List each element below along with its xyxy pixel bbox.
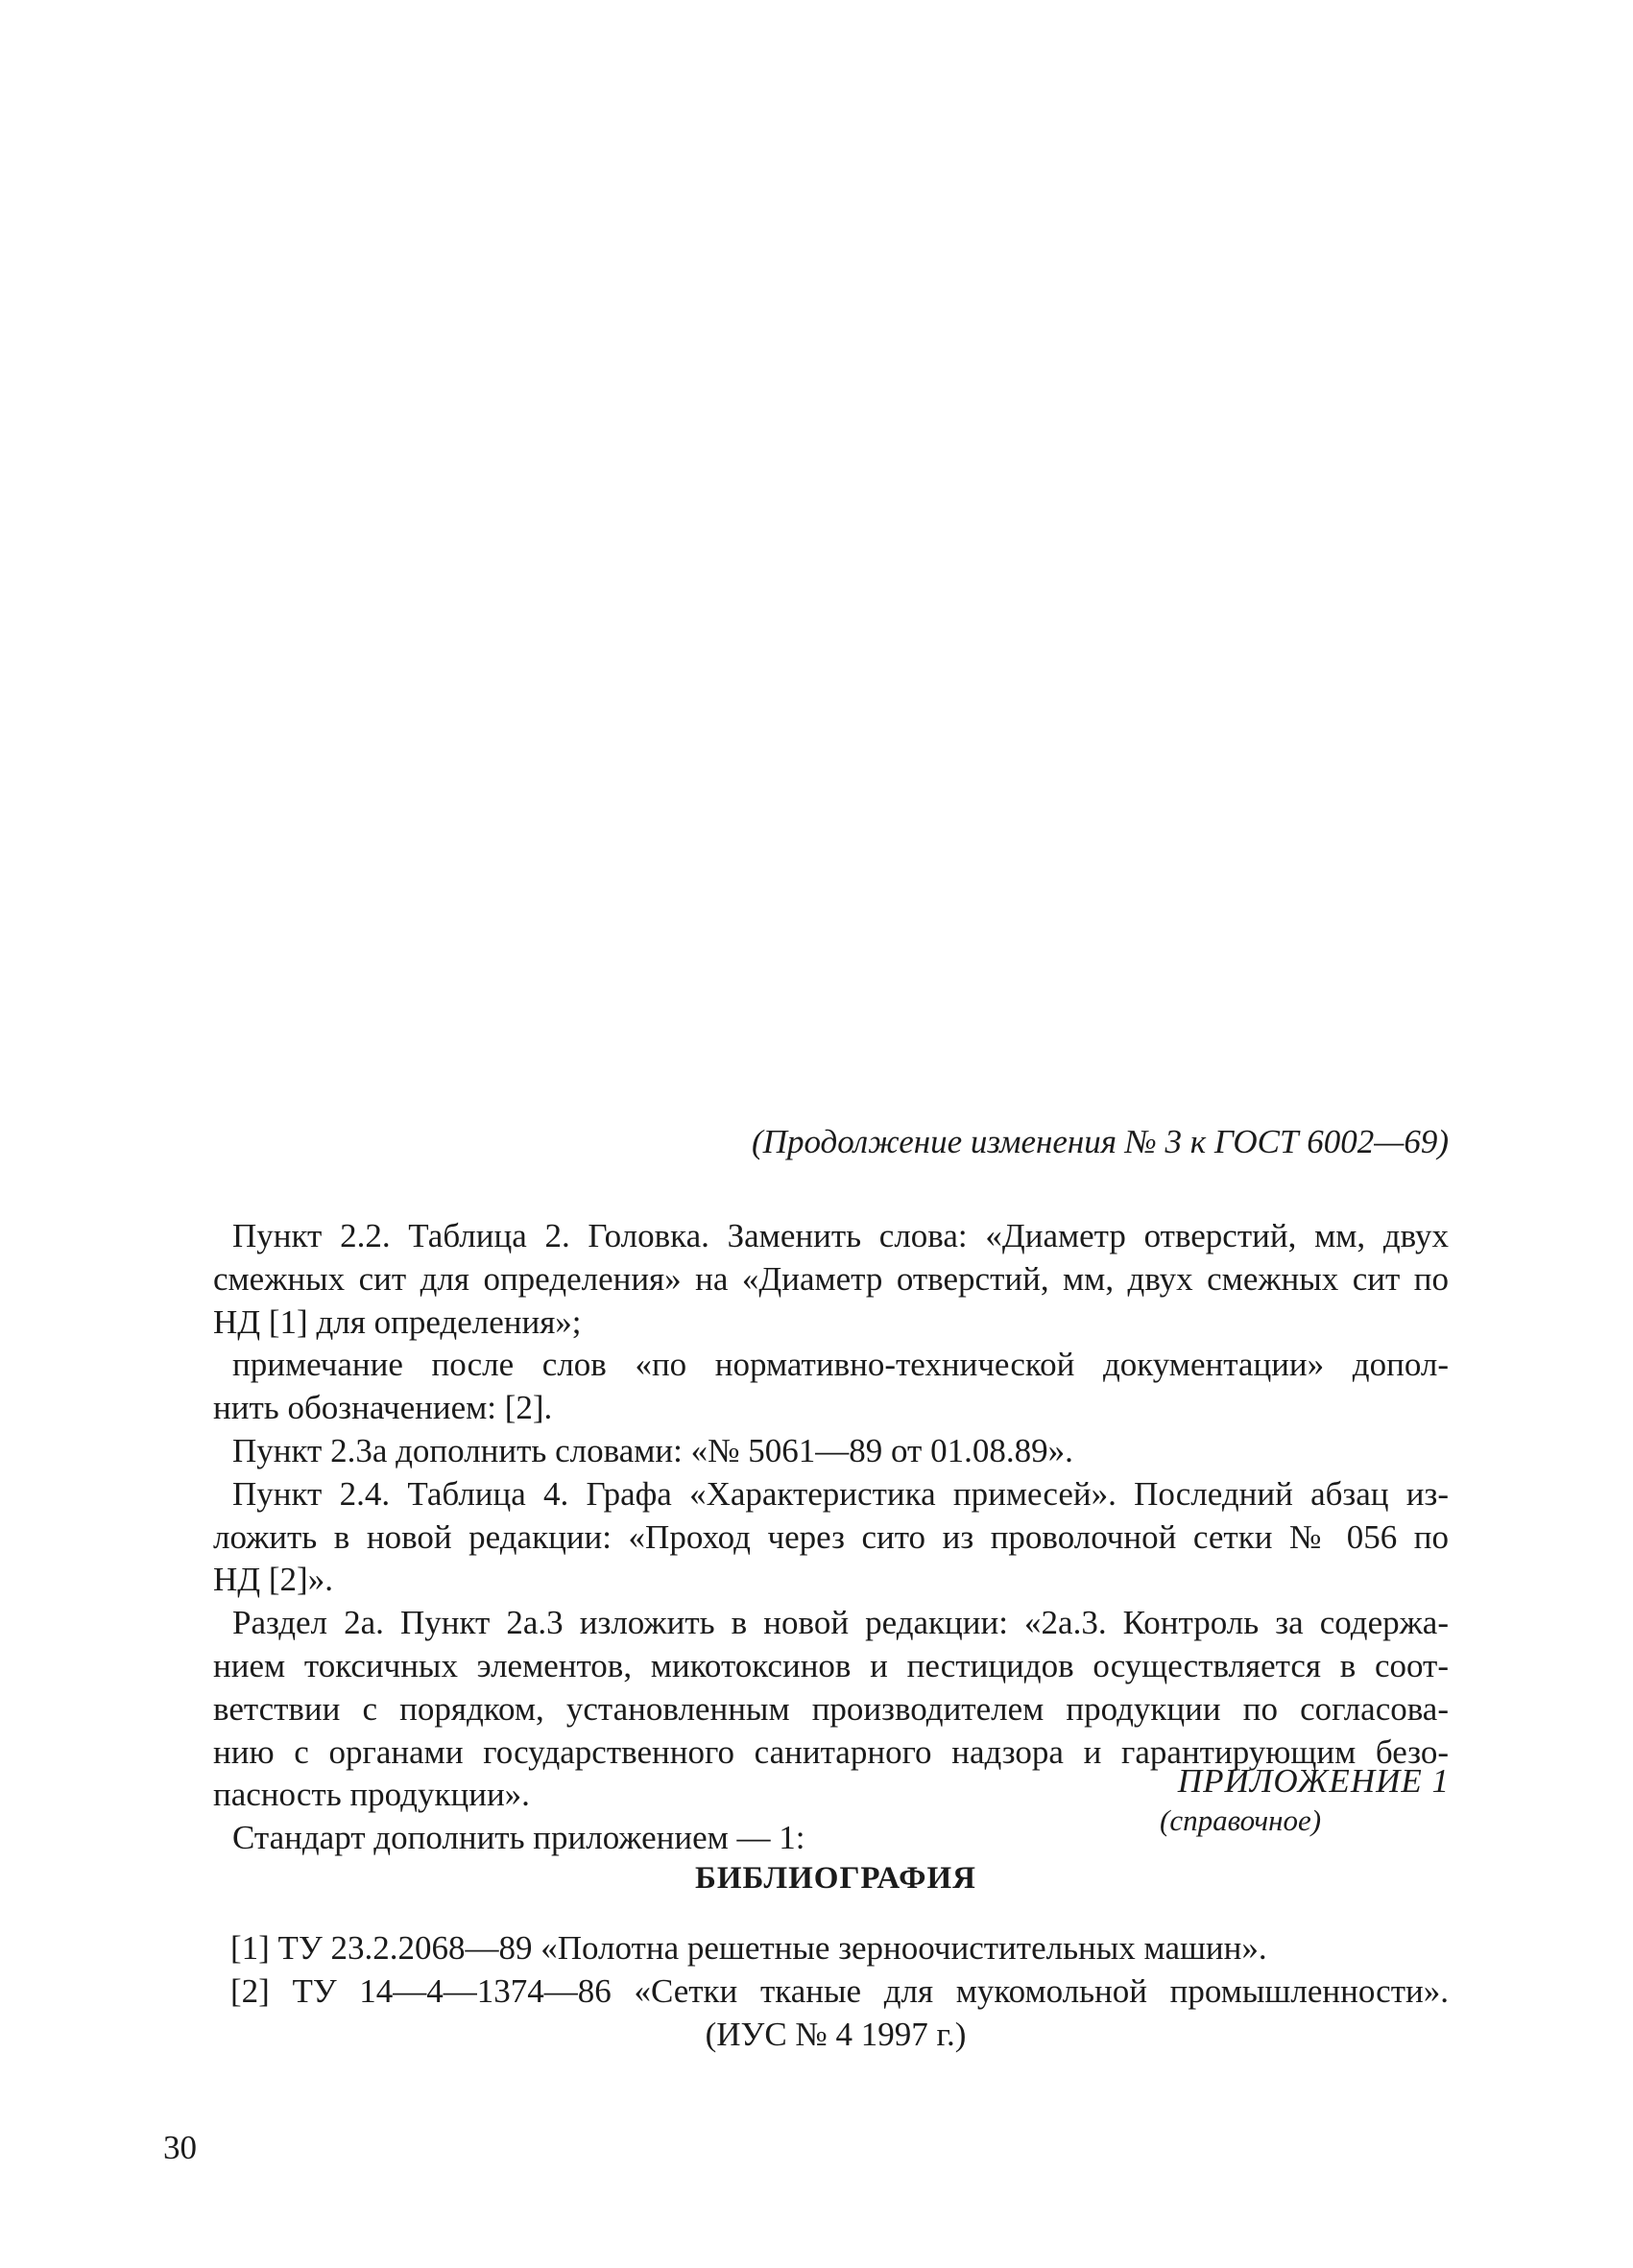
appendix-title: ПРИЛОЖЕНИЕ 1 bbox=[1177, 1762, 1450, 1800]
text-line: пасность продукции». bbox=[213, 1776, 530, 1814]
text-line: примечание после слов «по нормативно-технической документации» допол- bbox=[232, 1346, 1449, 1384]
text-line: НД [1] для определения»; bbox=[213, 1302, 582, 1341]
text-line: ложить в новой редакции: «Проход через сито из проволочной сетки № 056 по bbox=[213, 1517, 1449, 1556]
text-line: Пункт 2.4. Таблица 4. Графа «Характеристика примесей». Последний абзац из- bbox=[232, 1474, 1449, 1513]
text-line: Пункт 2.3а дополнить словами: «№ 5061—89 от 01.08.89». bbox=[232, 1431, 1073, 1469]
text-line: Раздел 2а. Пункт 2а.3 изложить в новой редакции: «2а.3. Контроль за содержа- bbox=[232, 1604, 1449, 1642]
continuation-header: (Продолжение изменения № 3 к ГОСТ 6002—69) bbox=[752, 1123, 1449, 1160]
text-line: нить обозначением: [2]. bbox=[213, 1389, 553, 1427]
appendix-label bbox=[1056, 1761, 1450, 1840]
text-line: Стандарт дополнить приложением — 1: bbox=[232, 1819, 805, 1857]
text-line: НД [2]». bbox=[213, 1561, 333, 1599]
publication-source: (ИУС № 4 1997 г.) bbox=[705, 2016, 967, 2053]
bibliography-heading: БИБЛИОГРАФИЯ bbox=[695, 1861, 976, 1896]
text-line: ветствии с порядком, установленным производителем продукции по согласова- bbox=[213, 1689, 1449, 1728]
bibliography-item: [2] ТУ 14—4—1374—86 «Сетки тканые для мукомольной промышленности». bbox=[230, 1971, 1449, 2010]
bibliography-list bbox=[230, 1927, 1449, 2014]
appendix-subtitle: (справочное) bbox=[1160, 1803, 1322, 1837]
bibliography-item: [1] ТУ 23.2.2068—89 «Полотна решетные зерноочистительных машин». bbox=[230, 1929, 1267, 1967]
text-line: смежных сит для определения» на «Диаметр отверстий, мм, двух смежных сит по bbox=[213, 1259, 1449, 1298]
text-line: нию с органами государственного санитарного надзора и гарантирующим безо- bbox=[213, 1732, 1449, 1771]
text-line: нием токсичных элементов, микотоксинов и пестицидов осуществляется в соот- bbox=[213, 1646, 1449, 1684]
text-line: Пункт 2.2. Таблица 2. Головка. Заменить слова: «Диаметр отверстий, мм, двух bbox=[232, 1217, 1449, 1254]
page-number: 30 bbox=[163, 2129, 197, 2166]
